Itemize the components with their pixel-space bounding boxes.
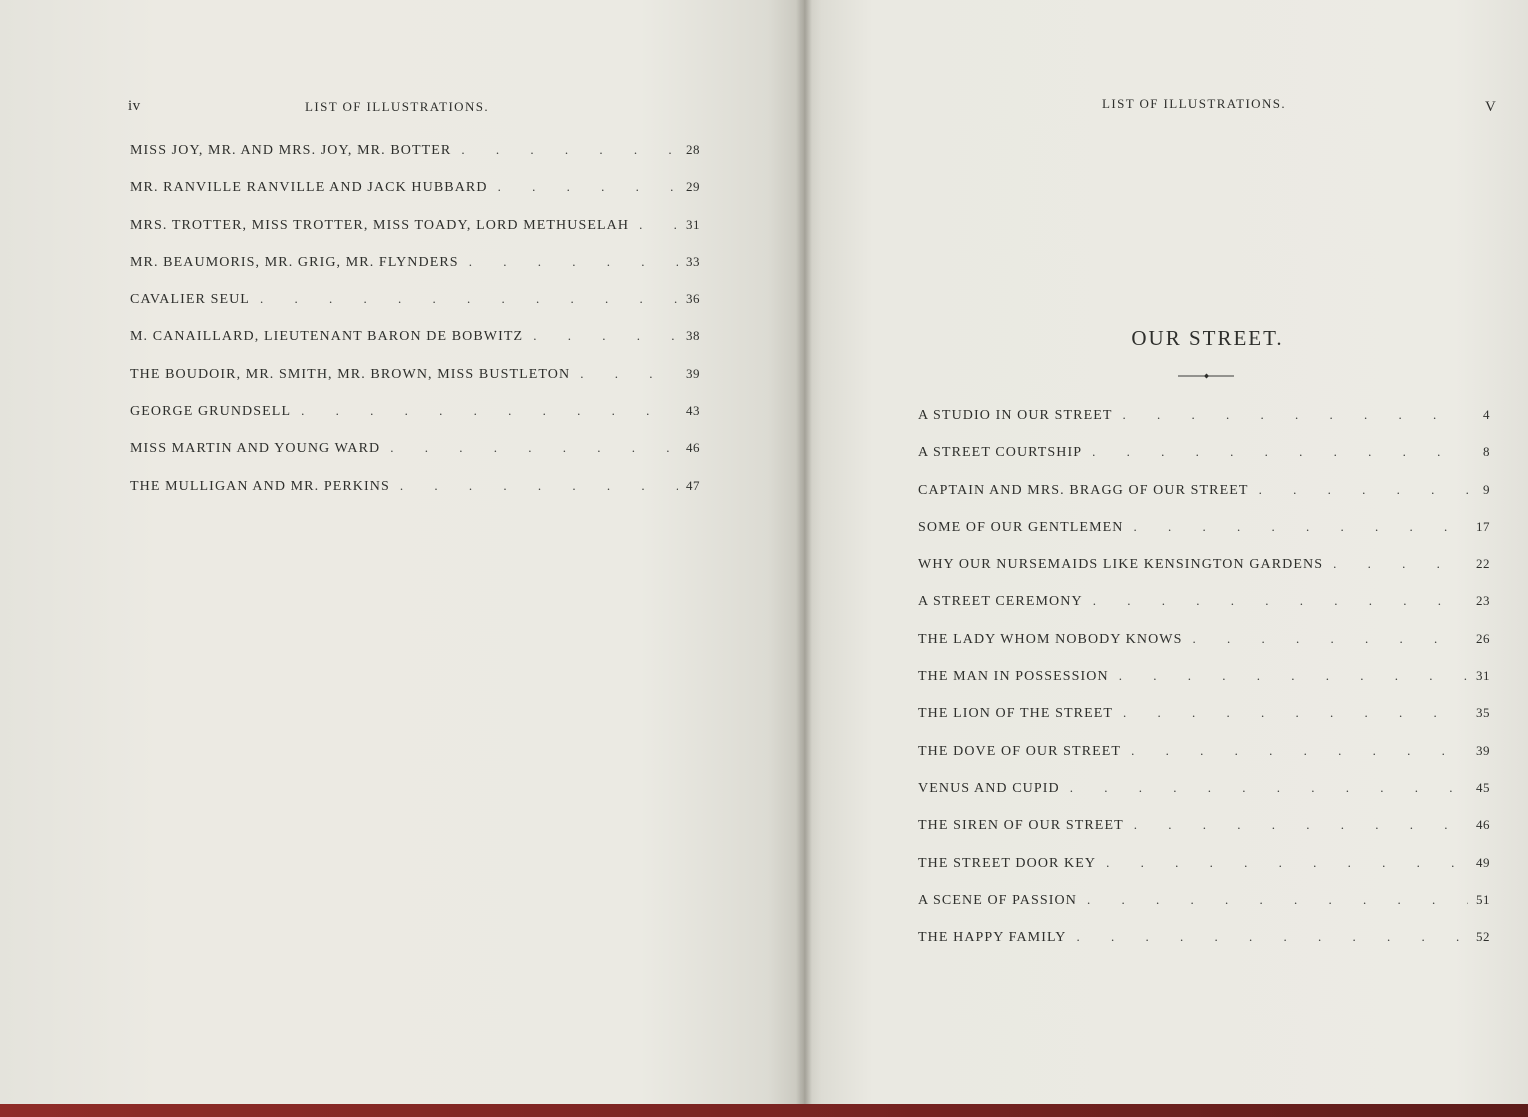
list-item (130, 142, 700, 179)
entry-title: THE SIREN OF OUR STREET (918, 818, 1124, 834)
dot-leader (451, 142, 678, 158)
entry-title: MR. RANVILLE RANVILLE AND JACK HUBBARD (130, 180, 488, 196)
entry-title: A SCENE OF PASSION (918, 892, 1077, 908)
entry-page: 45 (1476, 779, 1490, 795)
entry-page: 49 (1476, 854, 1490, 870)
ornament-rule-icon (1178, 370, 1234, 382)
dot-leader (250, 291, 678, 307)
list-item (918, 892, 1490, 929)
entry-title: THE LION OF THE STREET (918, 706, 1114, 722)
section-title: OUR STREET. (1131, 326, 1284, 350)
list-item (918, 855, 1490, 892)
entry-page: 29 (686, 179, 700, 195)
list-item (918, 705, 1490, 742)
list-item (918, 743, 1490, 780)
dot-leader (1060, 780, 1468, 796)
entry-page: 36 (686, 291, 700, 307)
entry-page: 31 (686, 216, 700, 232)
book-gutter (796, 0, 812, 1104)
entry-page: 38 (686, 328, 700, 344)
list-item (918, 519, 1490, 556)
entry-page: 51 (1476, 891, 1490, 907)
list-item (918, 929, 1490, 966)
dot-leader (1066, 929, 1468, 945)
dot-leader (1183, 631, 1468, 647)
left-running-head: LIST OF ILLUSTRATIONS. (305, 99, 490, 114)
entry-page: 4 (1483, 407, 1490, 422)
list-item (130, 328, 700, 365)
entry-page: 28 (686, 142, 700, 157)
left-illustration-list (130, 142, 700, 515)
dot-leader (1121, 743, 1468, 759)
left-folio: iv (128, 98, 141, 114)
entry-title: VENUS AND CUPID (918, 780, 1060, 796)
dot-leader (1096, 855, 1468, 871)
entry-page: 46 (686, 440, 700, 456)
list-item (918, 482, 1490, 519)
list-item (130, 403, 700, 440)
dot-leader (1124, 519, 1469, 535)
entry-title: MISS MARTIN AND YOUNG WARD (130, 441, 381, 457)
entry-page: 47 (686, 477, 700, 493)
dot-leader (629, 217, 678, 233)
right-running-head: LIST OF ILLUSTRATIONS. (1102, 96, 1287, 111)
entry-title: MISS JOY, MR. AND MRS. JOY, MR. BOTTER (130, 143, 452, 158)
entry-title: THE MAN IN POSSESSION (918, 669, 1109, 685)
list-item (918, 668, 1490, 705)
list-item (130, 291, 700, 328)
entry-page: 46 (1476, 817, 1490, 833)
list-item (918, 444, 1490, 481)
entry-title: A STREET CEREMONY (918, 594, 1083, 610)
right-illustration-list (918, 407, 1490, 966)
dot-leader (570, 366, 678, 382)
entry-title: THE DOVE OF OUR STREET (918, 743, 1122, 759)
dot-leader (1124, 817, 1468, 833)
entry-title: CAVALIER SEUL (130, 292, 250, 308)
list-item (130, 254, 700, 291)
entry-page: 17 (1476, 518, 1490, 534)
entry-title: A STUDIO IN OUR STREET (918, 408, 1113, 423)
dot-leader (1113, 705, 1468, 721)
entry-page: 31 (1476, 668, 1490, 684)
list-item (130, 478, 700, 515)
list-item (130, 440, 700, 477)
list-item (918, 593, 1490, 630)
entry-page: 33 (686, 253, 700, 269)
list-item (130, 179, 700, 216)
entry-page: 8 (1483, 444, 1490, 460)
dot-leader (1249, 482, 1468, 498)
entry-title: THE BOUDOIR, MR. SMITH, MR. BROWN, MISS BUSTLETON (130, 366, 571, 382)
dot-leader (1082, 444, 1468, 460)
entry-page: 23 (1476, 593, 1490, 609)
dot-leader (1113, 407, 1468, 423)
entry-page: 39 (686, 365, 700, 381)
entry-title: THE LADY WHOM NOBODY KNOWS (918, 631, 1183, 647)
dot-leader (1083, 593, 1468, 609)
entry-page: 43 (686, 403, 700, 419)
entry-page: 9 (1483, 481, 1490, 497)
dot-leader (1109, 668, 1468, 684)
dot-leader (523, 328, 678, 344)
dot-leader (488, 179, 678, 195)
list-item (130, 366, 700, 403)
dot-leader (1323, 556, 1468, 572)
entry-page: 35 (1476, 705, 1490, 721)
entry-title: THE MULLIGAN AND MR. PERKINS (130, 478, 390, 494)
binding-cloth-edge (0, 1104, 1528, 1117)
entry-title: THE STREET DOOR KEY (918, 855, 1097, 871)
entry-title: MRS. TROTTER, MISS TROTTER, MISS TOADY, LORD METHUSELAH (130, 217, 630, 233)
list-item (918, 631, 1490, 668)
entry-title: GEORGE GRUNDSELL (130, 404, 292, 420)
dot-leader (390, 478, 678, 494)
entry-title: SOME OF OUR GENTLEMEN (918, 519, 1124, 535)
entry-title: M. CANAILLARD, LIEUTENANT BARON DE BOBWITZ (130, 329, 524, 345)
list-item (130, 217, 700, 254)
list-item (918, 556, 1490, 593)
list-item (918, 817, 1490, 854)
list-item (918, 407, 1490, 444)
entry-title: CAPTAIN AND MRS. BRAGG OF OUR STREET (918, 482, 1249, 498)
entry-page: 39 (1476, 742, 1490, 758)
entry-page: 52 (1476, 929, 1490, 945)
entry-title: MR. BEAUMORIS, MR. GRIG, MR. FLYNDERS (130, 254, 459, 270)
dot-leader (291, 403, 678, 419)
entry-page: 22 (1476, 556, 1490, 572)
list-item (918, 780, 1490, 817)
entry-title: WHY OUR NURSEMAIDS LIKE KENSINGTON GARDENS (918, 557, 1324, 573)
dot-leader (380, 440, 678, 456)
entry-page: 26 (1476, 630, 1490, 646)
dot-leader (1077, 892, 1468, 908)
right-folio: V (1485, 99, 1497, 115)
entry-title: THE HAPPY FAMILY (918, 930, 1067, 946)
entry-title: A STREET COURTSHIP (918, 445, 1083, 461)
dot-leader (459, 254, 678, 270)
